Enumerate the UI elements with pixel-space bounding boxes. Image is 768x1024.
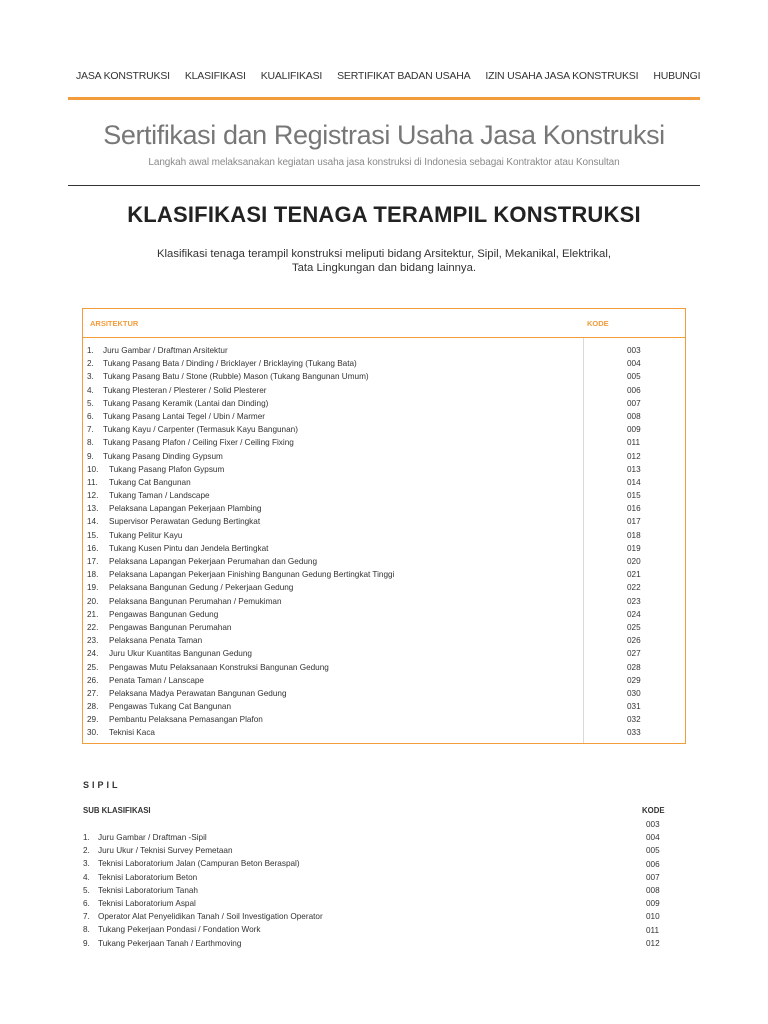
row-number: 9. <box>87 451 94 461</box>
row-name: Supervisor Perawatan Gedung Bertingkat <box>109 517 261 527</box>
table-row <box>83 529 685 542</box>
main-nav <box>68 70 700 100</box>
item-name: Teknisi Laboratorium Beton <box>98 872 198 882</box>
item-name: Teknisi Laboratorium Tanah <box>98 885 198 895</box>
row-number: 5. <box>87 398 94 408</box>
row-code: 003 <box>627 346 641 355</box>
row-code: 026 <box>627 636 641 646</box>
row-name: Juru Ukur Kuantitas Bangunan Gedung <box>109 649 252 659</box>
row-number: 25. <box>87 662 99 672</box>
row-name: Pelaksana Lapangan Pekerjaan Plambing <box>109 504 262 514</box>
table-row <box>83 423 685 436</box>
table-row <box>83 555 685 568</box>
intro-text <box>120 247 648 275</box>
table-row <box>83 542 685 555</box>
sipil-code: 005 <box>646 846 660 856</box>
item-number: 2. <box>83 846 90 856</box>
row-number: 10. <box>87 464 99 474</box>
sipil-code: 012 <box>646 938 660 948</box>
row-name: Tukang Plesteran / Plesterer / Solid Plesterer <box>103 385 267 395</box>
row-code: 014 <box>627 477 641 487</box>
page-title: KLASIFIKASI TENAGA TERAMPIL KONSTRUKSI <box>127 202 641 227</box>
row-name: Pembantu Pelaksana Pemasangan Plafon <box>109 715 263 725</box>
row-name: Tukang Pasang Plafon Gypsum <box>109 464 225 474</box>
table-row <box>83 344 685 357</box>
row-name: Penata Taman / Lanscape <box>109 675 204 685</box>
row-name: Pengawas Bangunan Perumahan <box>109 622 232 632</box>
table-row <box>83 647 685 660</box>
item-number: 5. <box>83 885 90 895</box>
row-name: Tukang Pasang Plafon / Ceiling Fixer / Ceiling Fixing <box>103 438 294 448</box>
row-name: Tukang Taman / Landscape <box>109 491 210 501</box>
row-name: Tukang Pasang Batu / Stone (Rubble) Mason (Tukang Bangunan Umum) <box>103 372 369 382</box>
sipil-code: 011 <box>646 925 660 935</box>
row-name: Tukang Cat Bangunan <box>109 477 191 487</box>
item-name: Operator Alat Penyelidikan Tanah / Soil Investigation Operator <box>98 912 323 922</box>
row-name: Pelaksana Lapangan Pekerjaan Perumahan dan Gedung <box>109 557 318 566</box>
table-row <box>83 661 685 674</box>
row-number: 6. <box>87 411 94 421</box>
row-number: 26. <box>87 675 99 685</box>
row-code: 015 <box>627 491 641 501</box>
sipil-list <box>83 831 623 950</box>
row-number: 24. <box>87 649 99 659</box>
table-row <box>83 595 685 608</box>
row-name: Pelaksana Penata Taman <box>109 636 203 646</box>
row-name: Tukang Pasang Lantai Tegel / Ubin / Marmer <box>103 411 266 421</box>
list-item <box>83 937 623 950</box>
row-code: 033 <box>627 728 641 738</box>
sipil-code-column <box>646 818 660 950</box>
row-code: 012 <box>627 451 641 461</box>
arsitektur-table-body <box>83 344 685 740</box>
row-name: Teknisi Kaca <box>109 728 155 738</box>
site-tagline: Langkah awal melaksanakan kegiatan usaha jasa konstruksi di Indonesia sebagai Kontraktor atau Konsultan <box>148 157 620 168</box>
row-number: 11. <box>87 477 98 487</box>
row-code: 028 <box>627 662 641 672</box>
intro-line-2: Tata Lingkungan dan bidang lainnya. <box>291 262 477 274</box>
nav-item-jasa-konstruksi[interactable]: JASA KONSTRUKSI <box>76 70 170 82</box>
row-number: 3. <box>87 372 94 382</box>
row-code: 023 <box>627 596 641 606</box>
row-number: 22. <box>87 622 99 632</box>
row-code: 019 <box>627 543 641 553</box>
row-code: 025 <box>627 622 641 632</box>
arsitektur-header-name: ARSITEKTUR <box>90 319 139 328</box>
table-row <box>83 384 685 397</box>
row-code: 007 <box>627 398 641 408</box>
sipil-code: 008 <box>646 885 660 895</box>
sipil-header-name: SUB KLASIFIKASI <box>83 806 151 815</box>
nav-item-izin-usaha[interactable]: IZIN USAHA JASA KONSTRUKSI <box>485 70 639 82</box>
table-row <box>83 674 685 687</box>
row-number: 17. <box>87 557 99 566</box>
row-number: 23. <box>87 636 99 646</box>
row-number: 12. <box>87 491 99 501</box>
table-row <box>83 713 685 726</box>
sipil-code: 004 <box>646 833 660 843</box>
row-number: 2. <box>87 359 94 369</box>
row-number: 1. <box>87 346 94 355</box>
row-code: 017 <box>627 517 641 527</box>
row-number: 27. <box>87 688 99 698</box>
table-row <box>83 700 685 713</box>
sipil-code: 006 <box>646 859 660 869</box>
list-item <box>83 884 623 897</box>
table-row <box>83 397 685 410</box>
arsitektur-table <box>82 308 686 744</box>
nav-item-klasifikasi[interactable]: KLASIFIKASI <box>184 70 246 82</box>
sipil-code: 007 <box>646 872 660 882</box>
row-number: 19. <box>87 583 99 593</box>
row-number: 15. <box>87 530 99 540</box>
row-name: Tukang Kusen Pintu dan Jendela Bertingkat <box>109 543 269 553</box>
list-item <box>83 831 623 844</box>
list-item <box>83 844 623 857</box>
table-row <box>83 463 685 476</box>
row-number: 28. <box>87 702 99 712</box>
item-name: Juru Gambar / Draftman -Sipil <box>98 833 207 842</box>
list-item <box>83 910 623 923</box>
item-name: Tukang Pekerjaan Tanah / Earthmoving <box>98 938 242 948</box>
row-code: 005 <box>627 372 641 382</box>
item-number: 3. <box>83 859 90 869</box>
row-number: 13. <box>87 504 99 514</box>
table-row <box>83 608 685 621</box>
intro-line-1: Klasifikasi tenaga terampil konstruksi meliputi bidang Arsitektur, Sipil, Mekanikal, Elektrikal, <box>157 248 611 260</box>
sipil-section-title: SIPIL <box>83 780 121 790</box>
item-number: 4. <box>83 872 90 882</box>
row-name: Pengawas Tukang Cat Bangunan <box>109 702 231 712</box>
item-name: Juru Ukur / Teknisi Survey Pemetaan <box>98 846 233 856</box>
row-name: Tukang Pelitur Kayu <box>109 530 183 540</box>
row-name: Tukang Pasang Keramik (Lantai dan Dinding) <box>103 398 269 408</box>
table-row <box>83 634 685 647</box>
row-code: 009 <box>627 425 641 435</box>
table-row <box>83 357 685 370</box>
row-name: Pengawas Mutu Pelaksanaan Konstruksi Bangunan Gedung <box>109 662 329 672</box>
row-code: 027 <box>627 649 641 659</box>
row-name: Tukang Kayu / Carpenter (Termasuk Kayu Bangunan) <box>103 425 298 435</box>
row-name: Pengawas Bangunan Gedung <box>109 609 219 619</box>
table-row <box>83 410 685 423</box>
sipil-code: 010 <box>646 912 660 922</box>
table-row <box>83 502 685 515</box>
nav-item-hubungi[interactable]: HUBUNGI <box>653 70 701 82</box>
table-row <box>83 370 685 383</box>
list-item <box>83 871 623 884</box>
sipil-code: 009 <box>646 899 660 909</box>
table-row <box>83 568 685 581</box>
row-code: 022 <box>627 583 641 593</box>
item-number: 9. <box>83 938 90 948</box>
row-number: 16. <box>87 543 99 553</box>
item-number: 6. <box>83 898 90 908</box>
item-name: Tukang Pekerjaan Pondasi / Fondation Work <box>98 925 261 935</box>
row-code: 018 <box>627 530 641 540</box>
table-row <box>83 476 685 489</box>
table-row <box>83 436 685 449</box>
arsitektur-table-header <box>83 309 685 338</box>
row-code: 013 <box>627 464 641 474</box>
item-number: 1. <box>83 833 90 842</box>
table-row <box>83 621 685 634</box>
row-name: Pelaksana Bangunan Perumahan / Pemukiman <box>109 596 282 606</box>
row-name: Tukang Pasang Bata / Dinding / Bricklayer / Bricklaying (Tukang Bata) <box>103 359 357 369</box>
row-code: 024 <box>627 609 641 619</box>
row-code: 030 <box>627 688 641 698</box>
row-code: 020 <box>627 557 641 566</box>
row-name: Pelaksana Bangunan Gedung / Pekerjaan Gedung <box>109 583 294 593</box>
item-name: Teknisi Laboratorium Aspal <box>98 898 196 908</box>
row-number: 18. <box>87 570 99 580</box>
row-code: 011 <box>627 438 641 448</box>
table-row <box>83 726 685 739</box>
list-item <box>83 857 623 870</box>
site-title[interactable]: Sertifikasi dan Registrasi Usaha Jasa Konstruksi <box>103 120 665 150</box>
row-code: 029 <box>627 675 641 685</box>
arsitektur-header-code: KODE <box>587 319 609 328</box>
item-name: Teknisi Laboratorium Jalan (Campuran Beton Beraspal) <box>98 859 300 869</box>
nav-item-kualifikasi[interactable]: KUALIFIKASI <box>260 70 323 82</box>
table-row <box>83 687 685 700</box>
row-number: 8. <box>87 438 94 448</box>
row-code: 031 <box>627 702 641 712</box>
row-name: Juru Gambar / Draftman Arsitektur <box>103 346 228 355</box>
header-divider <box>68 185 700 186</box>
row-number: 14. <box>87 517 99 527</box>
row-code: 016 <box>627 504 641 514</box>
sipil-header-code: KODE <box>642 806 665 815</box>
table-row <box>83 489 685 502</box>
row-name: Pelaksana Madya Perawatan Bangunan Gedung <box>109 688 287 698</box>
item-number: 7. <box>83 912 90 922</box>
table-row <box>83 450 685 463</box>
table-row <box>83 581 685 594</box>
row-number: 4. <box>87 385 94 395</box>
row-code: 008 <box>627 411 641 421</box>
row-code: 021 <box>627 570 641 580</box>
row-number: 7. <box>87 425 94 435</box>
item-number: 8. <box>83 925 90 935</box>
row-number: 30. <box>87 728 99 738</box>
row-name: Tukang Pasang Dinding Gypsum <box>103 451 223 461</box>
nav-item-sertifikat-badan-usaha[interactable]: SERTIFIKAT BADAN USAHA <box>337 70 471 82</box>
row-number: 21. <box>87 609 99 619</box>
row-name: Pelaksana Lapangan Pekerjaan Finishing Bangunan Gedung Bertingkat Tinggi <box>109 570 395 580</box>
row-number: 29. <box>87 715 99 725</box>
list-item <box>83 923 623 936</box>
sipil-code: 003 <box>646 820 660 829</box>
row-code: 004 <box>627 359 641 369</box>
row-code: 006 <box>627 385 641 395</box>
list-item <box>83 897 623 910</box>
row-number: 20. <box>87 596 99 606</box>
row-code: 032 <box>627 715 641 725</box>
table-row <box>83 515 685 528</box>
